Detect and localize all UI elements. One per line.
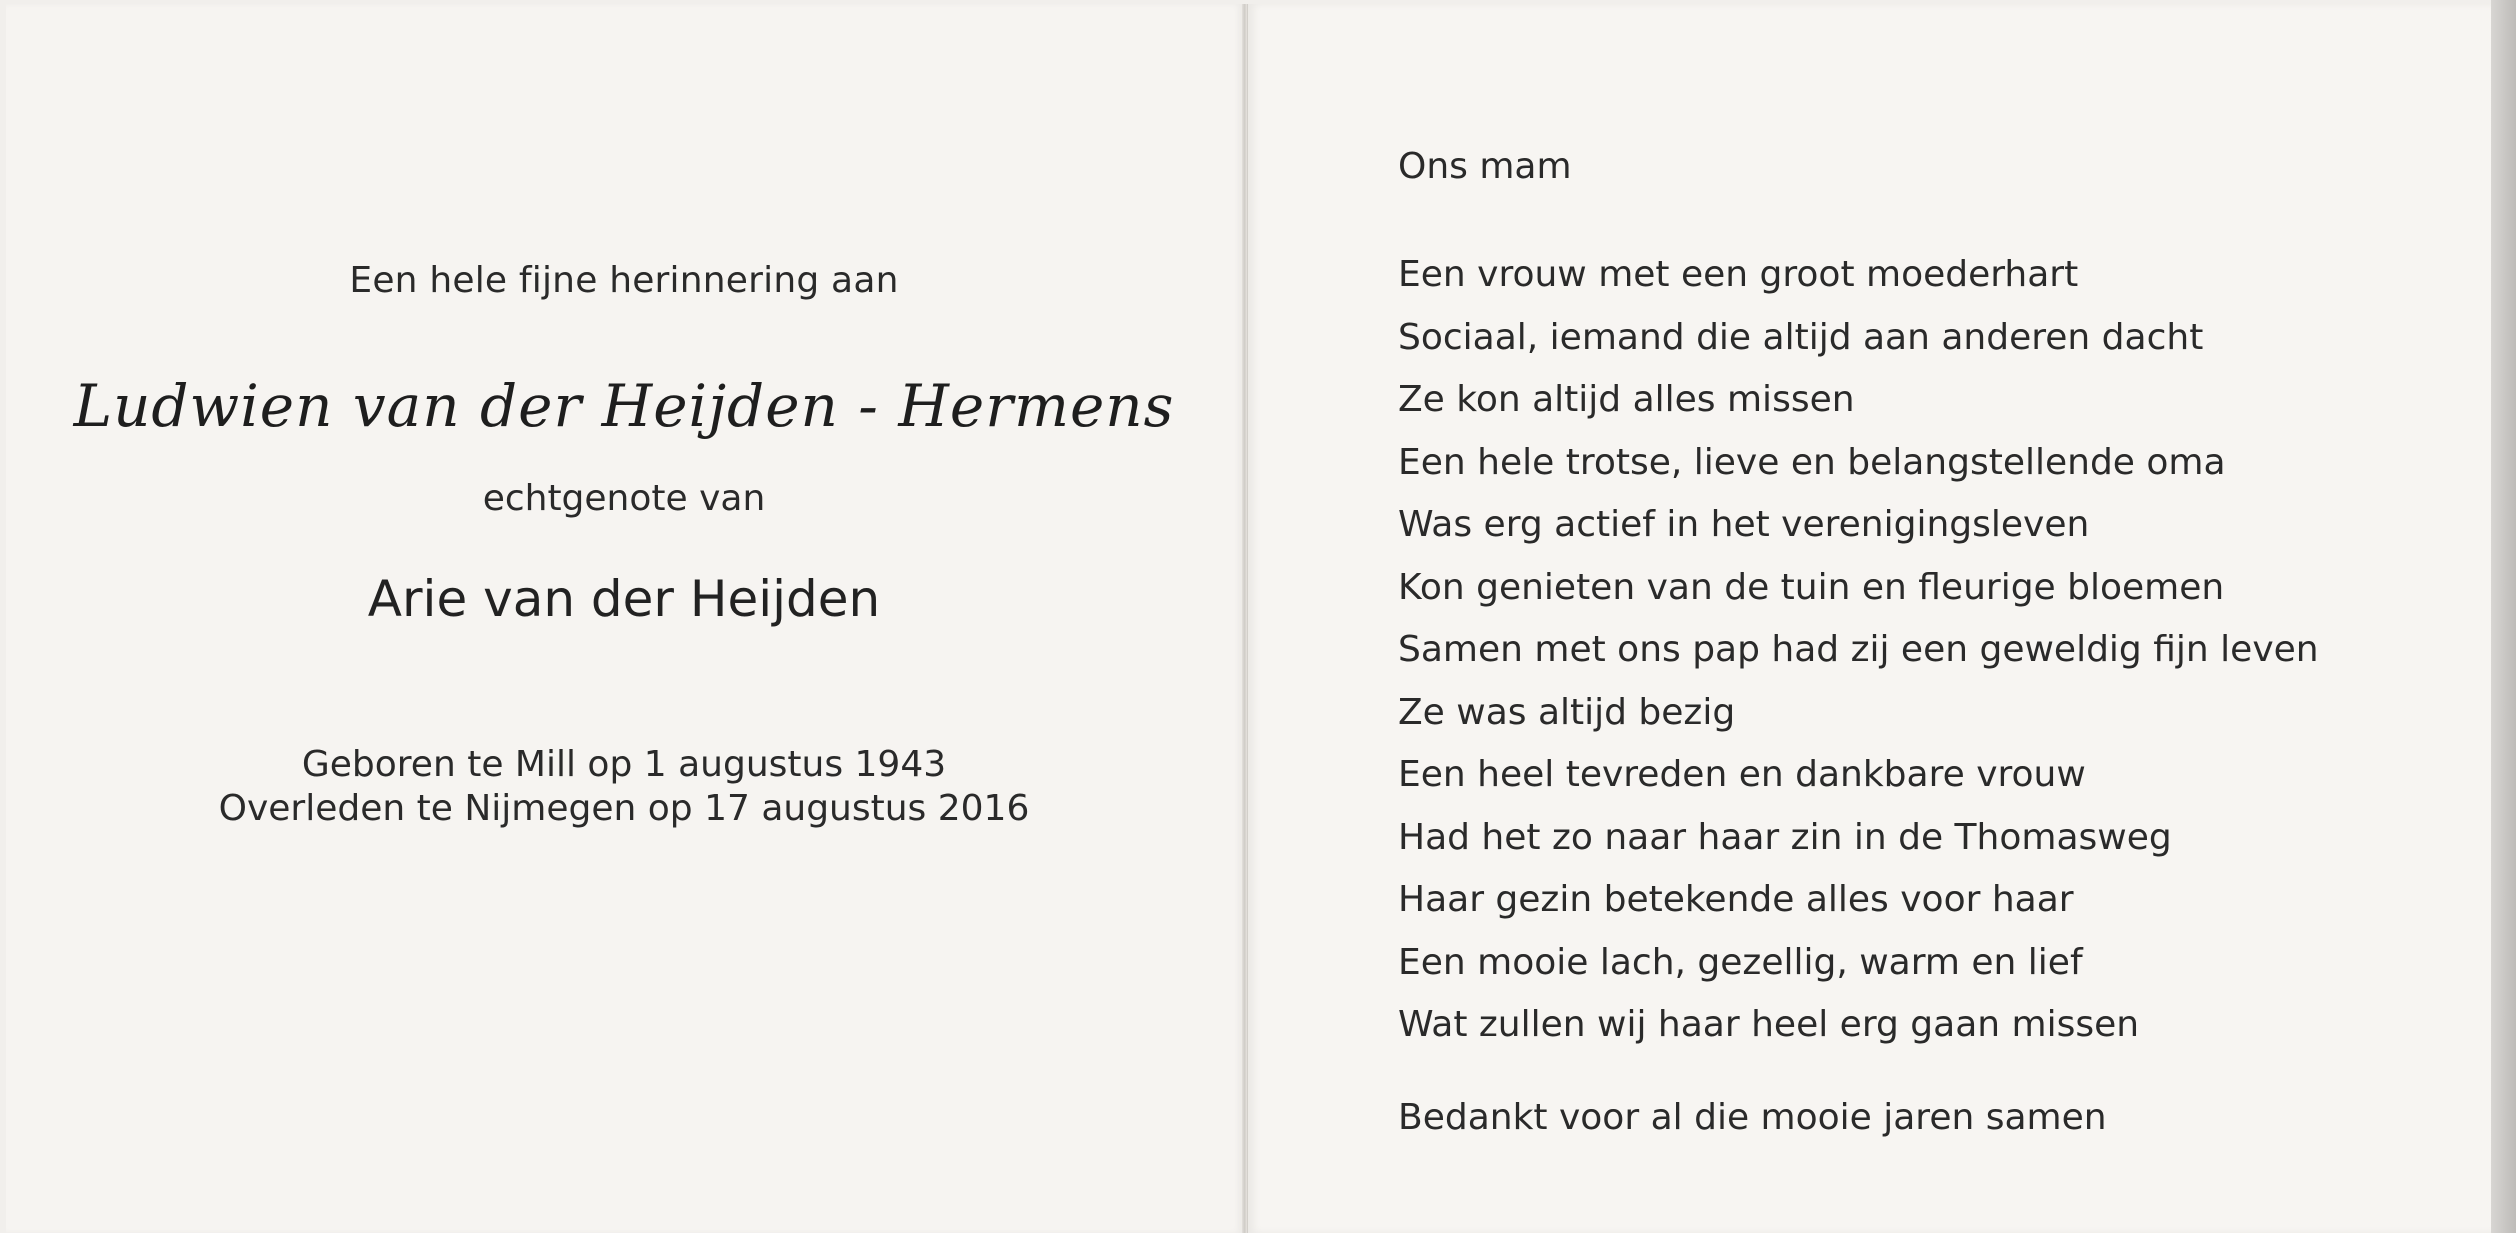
death-line: Overleden te Nijmegen op 17 augustus 2016: [218, 788, 1030, 829]
poem-line: Een vrouw met een groot moederhart: [1398, 254, 2079, 295]
poem-line: Samen met ons pap had zij een geweldig fijn leven: [1398, 629, 2319, 670]
left-page: [6, 4, 1243, 1233]
poem-line: Had het zo naar haar zin in de Thomasweg: [1398, 817, 2172, 858]
poem-line: Een mooie lach, gezellig, warm en lief: [1398, 942, 2083, 983]
intro-text: Een hele fijne herinnering aan: [349, 260, 899, 301]
spouse-name: Arie van der Heijden: [367, 570, 881, 628]
poem-line: Een heel tevreden en dankbare vrouw: [1398, 754, 2086, 795]
right-page: [1247, 4, 2492, 1233]
birth-line: Geboren te Mill op 1 augustus 1943: [301, 744, 947, 785]
poem-line: Sociaal, iemand die altijd aan anderen dacht: [1398, 317, 2204, 358]
poem-line: Was erg actief in het verenigingsleven: [1398, 504, 2090, 545]
poem-line: Kon genieten van de tuin en fleurige bloemen: [1398, 567, 2225, 608]
poem-title: Ons mam: [1398, 146, 1572, 187]
closing-line: Bedankt voor al die mooie jaren samen: [1398, 1097, 2107, 1138]
spouse-label: echtgenote van: [482, 478, 766, 519]
poem-line: Wat zullen wij haar heel erg gaan missen: [1398, 1004, 2140, 1045]
poem-line: Ze kon altijd alles missen: [1398, 379, 1855, 420]
poem-line: Ze was altijd bezig: [1398, 692, 1736, 733]
scanner-edge: [2491, 0, 2516, 1233]
poem-line: Een hele trotse, lieve en belangstellende oma: [1398, 442, 2226, 483]
deceased-name: Ludwien van der Heijden - Hermens: [73, 372, 1175, 440]
poem-line: Haar gezin betekende alles voor haar: [1398, 879, 2074, 920]
